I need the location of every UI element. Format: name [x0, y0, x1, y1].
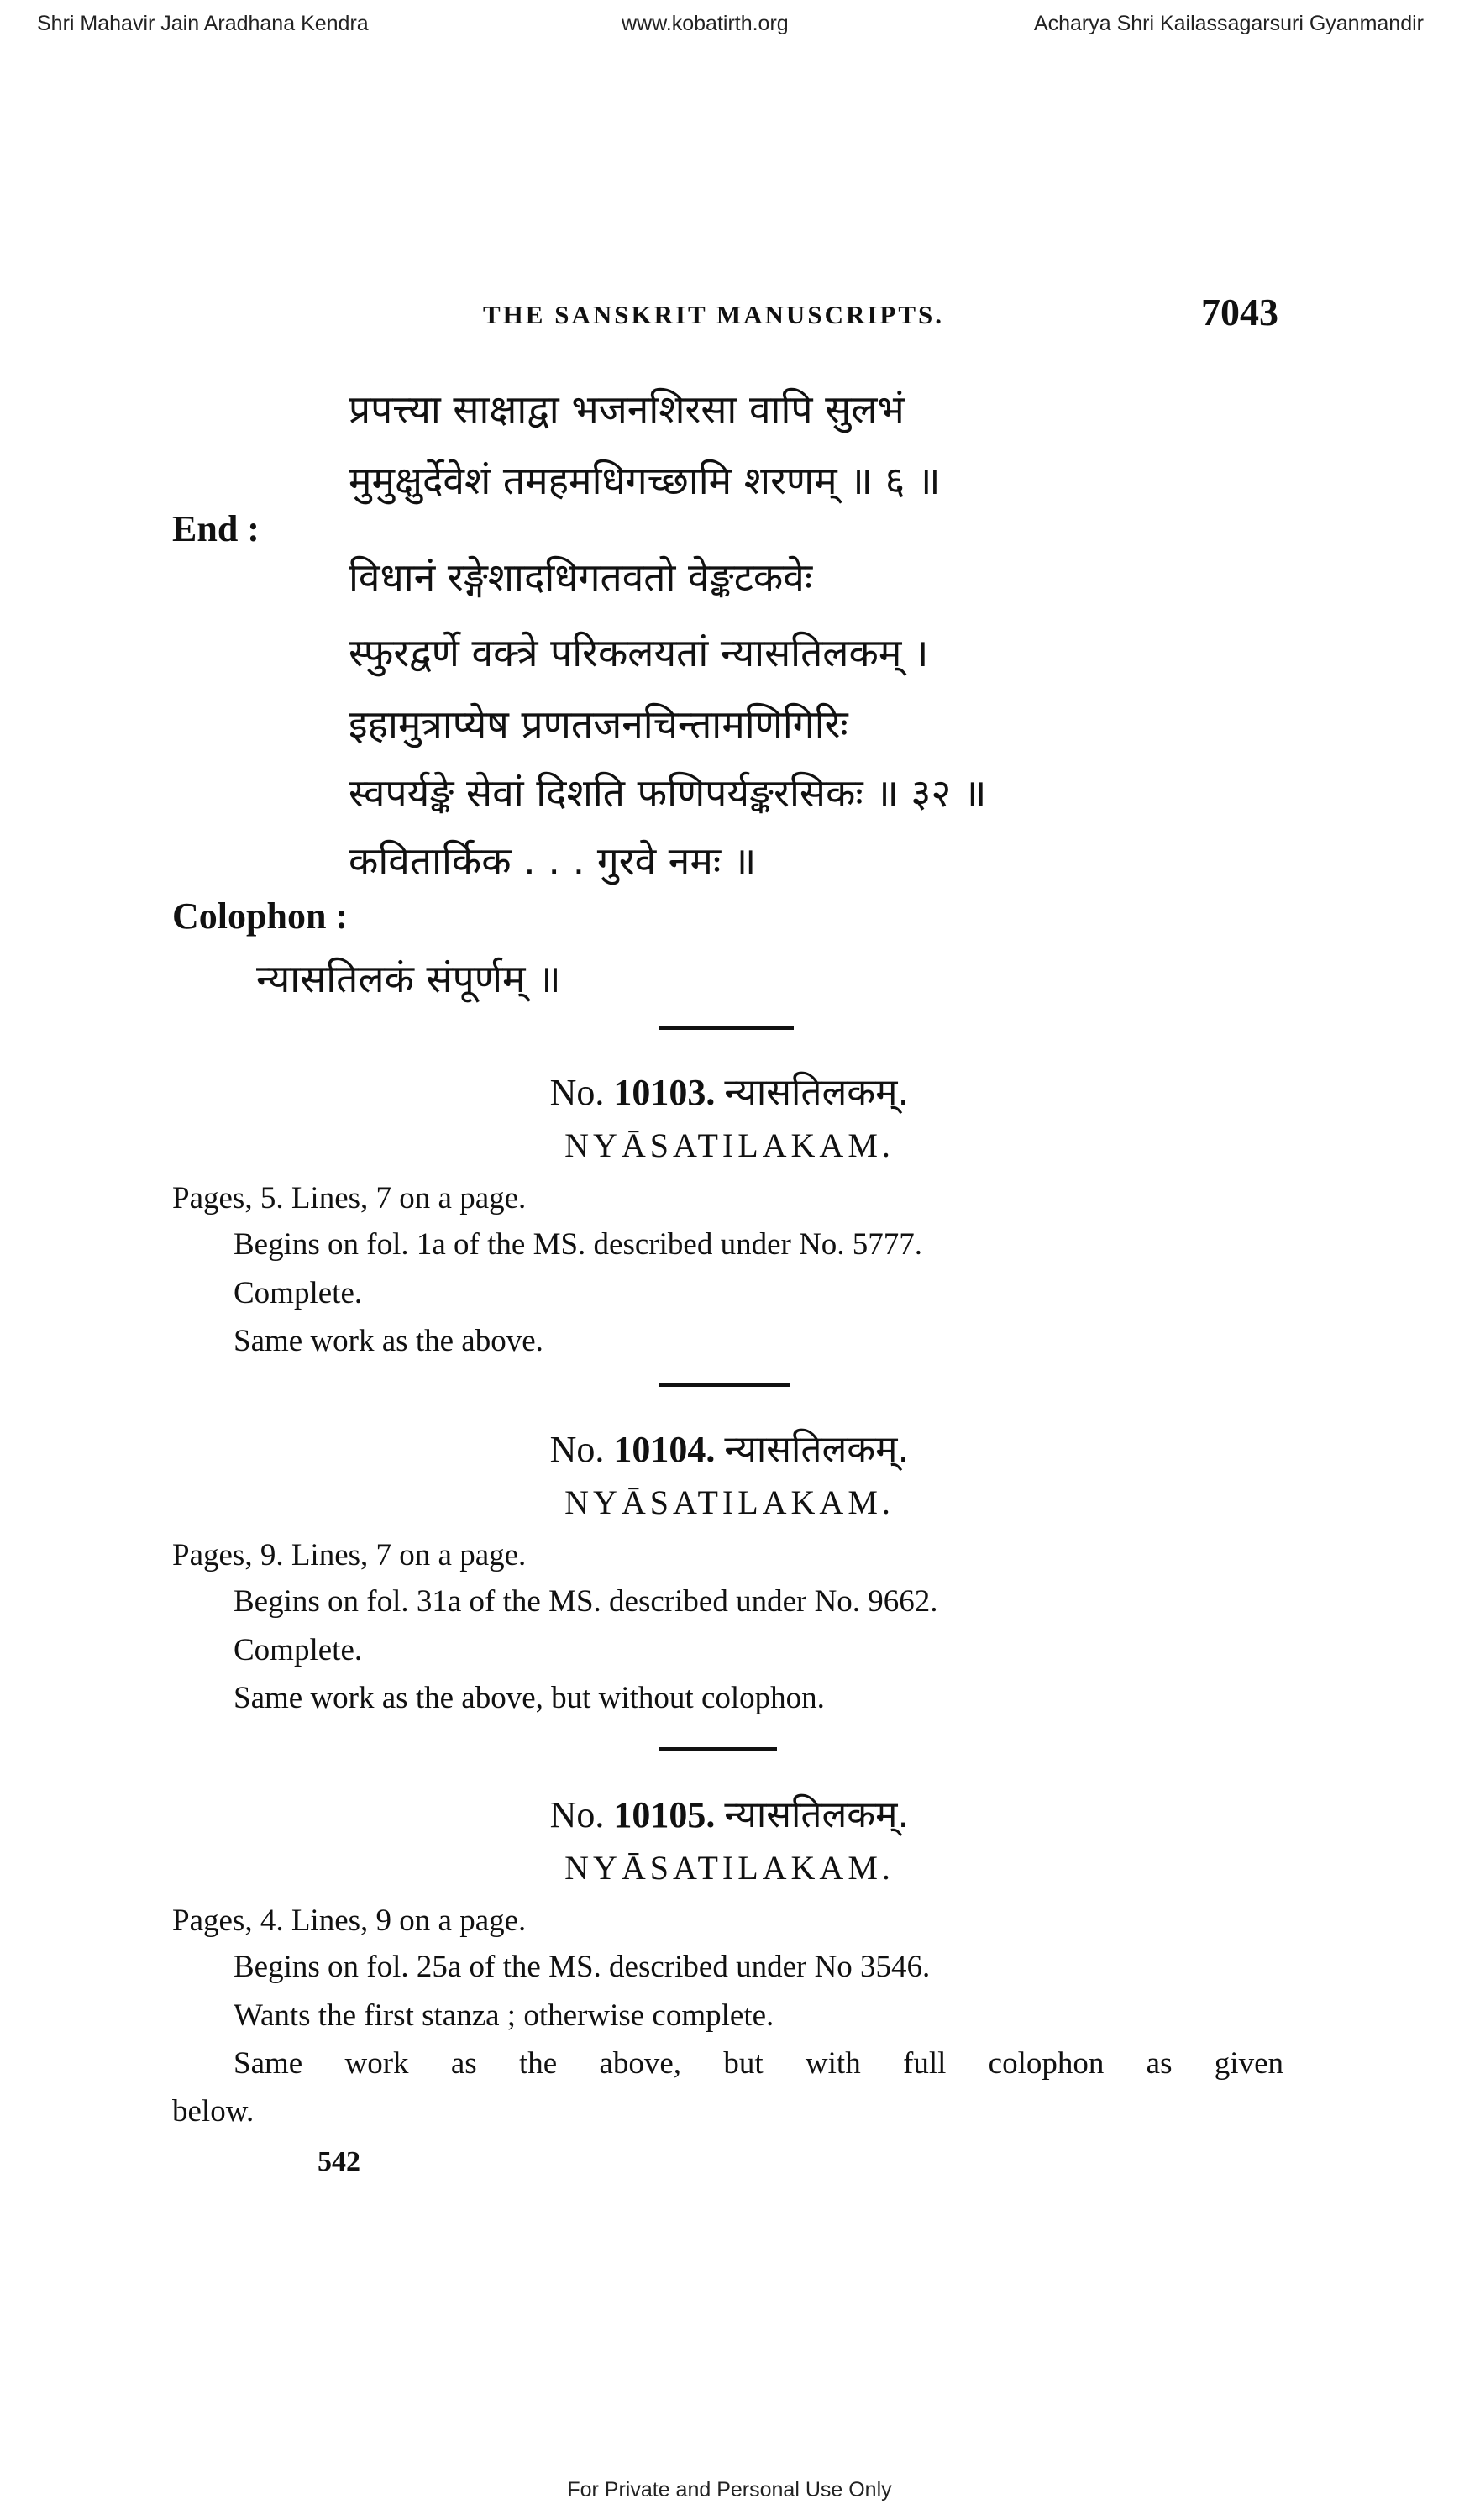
entry-number: 10104. [613, 1429, 716, 1470]
entry-note-continuation: below. [172, 2094, 255, 2129]
entry-no-prefix: No. [549, 1429, 605, 1470]
header-left: Shri Mahavir Jain Aradhana Kendra [37, 12, 369, 35]
entry-title-transliteration: NYĀSATILAKAM. [564, 1483, 895, 1521]
entry-begins-line: Begins on fol. 1a of the MS. described under No. 5777. [234, 1227, 923, 1262]
entry-heading [0, 1065, 1459, 1116]
end-verse-line-5: कवितार्किक . . . गुरवे नमः ॥ [349, 838, 757, 884]
entry-note-line: Same work as the above, but without colophon. [234, 1681, 825, 1715]
end-verse-line-3: इहामुत्राप्येष प्रणतजनचिन्तामणिगिरिः [349, 701, 848, 747]
entry-no-prefix: No. [549, 1794, 605, 1835]
end-verse-line-1: विधानं रङ्गेशादधिगतवतो वेङ्कटकवेः [349, 554, 813, 600]
entry-status-line: Wants the first stanza ; otherwise complete. [234, 1998, 774, 2033]
colophon-label: Colophon : [172, 895, 349, 937]
entry-title-devanagari: न्यासतिलकम्. [724, 1793, 910, 1836]
section-divider [659, 1747, 777, 1751]
header-center[interactable]: www.kobatirth.org [622, 12, 789, 35]
end-label: End : [172, 508, 260, 549]
page-number: 7043 [1201, 291, 1278, 333]
entry-title-transliteration: NYĀSATILAKAM. [564, 1126, 895, 1164]
entry-pages-line: Pages, 9. Lines, 7 on a page. [172, 1538, 527, 1572]
folio-number: 542 [318, 2146, 360, 2177]
end-verse-line-2: स्फुरद्वर्णे वक्त्रे परिकलयतां न्यासतिलकम् । [349, 630, 929, 675]
entry-number: 10103. [613, 1072, 716, 1113]
entry-pages-line: Pages, 5. Lines, 7 on a page. [172, 1181, 527, 1215]
entry-begins-line: Begins on fol. 31a of the MS. described under No. 9662. [234, 1584, 938, 1619]
entry-note-line: Same work as the above, but with full colophon as given [234, 2046, 1283, 2081]
entry-heading [0, 1788, 1459, 1838]
end-verse-line-4: स्वपर्यङ्के सेवां दिशति फणिपर्यङ्करसिकः ॥ ३२ ॥ [349, 770, 987, 816]
running-head: THE SANSKRIT MANUSCRIPTS. [483, 300, 945, 329]
entry-note-line: Same work as the above. [234, 1324, 543, 1358]
colophon-text: न्यासतिलकं संपूर्णम् ॥ [256, 956, 561, 1001]
header-right: Acharya Shri Kailassagarsuri Gyanmandir [1033, 12, 1424, 35]
entry-title-devanagari: न्यासतिलकम्. [724, 1428, 910, 1471]
entry-begins-line: Begins on fol. 25a of the MS. described under No 3546. [234, 1950, 931, 1984]
section-divider [659, 1383, 790, 1387]
entry-title-devanagari: न्यासतिलकम्. [724, 1071, 910, 1114]
entry-status-line: Complete. [234, 1633, 363, 1667]
entry-heading [0, 1422, 1459, 1473]
intro-verse-line-1: प्रपत्त्या साक्षाद्वा भजनशिरसा वापि सुलभं [349, 386, 905, 432]
entry-no-prefix: No. [549, 1072, 605, 1113]
intro-verse-line-2: मुमुक्षुर्देवेशं तमहमधिगच्छामि शरणम् ॥ ६ ॥ [349, 458, 941, 503]
entry-number: 10105. [613, 1794, 716, 1835]
footer-notice: For Private and Personal Use Only [567, 2478, 892, 2502]
section-divider [659, 1026, 794, 1030]
entry-status-line: Complete. [234, 1276, 363, 1310]
entry-pages-line: Pages, 4. Lines, 9 on a page. [172, 1903, 527, 1938]
entry-title-transliteration: NYĀSATILAKAM. [564, 1849, 895, 1887]
